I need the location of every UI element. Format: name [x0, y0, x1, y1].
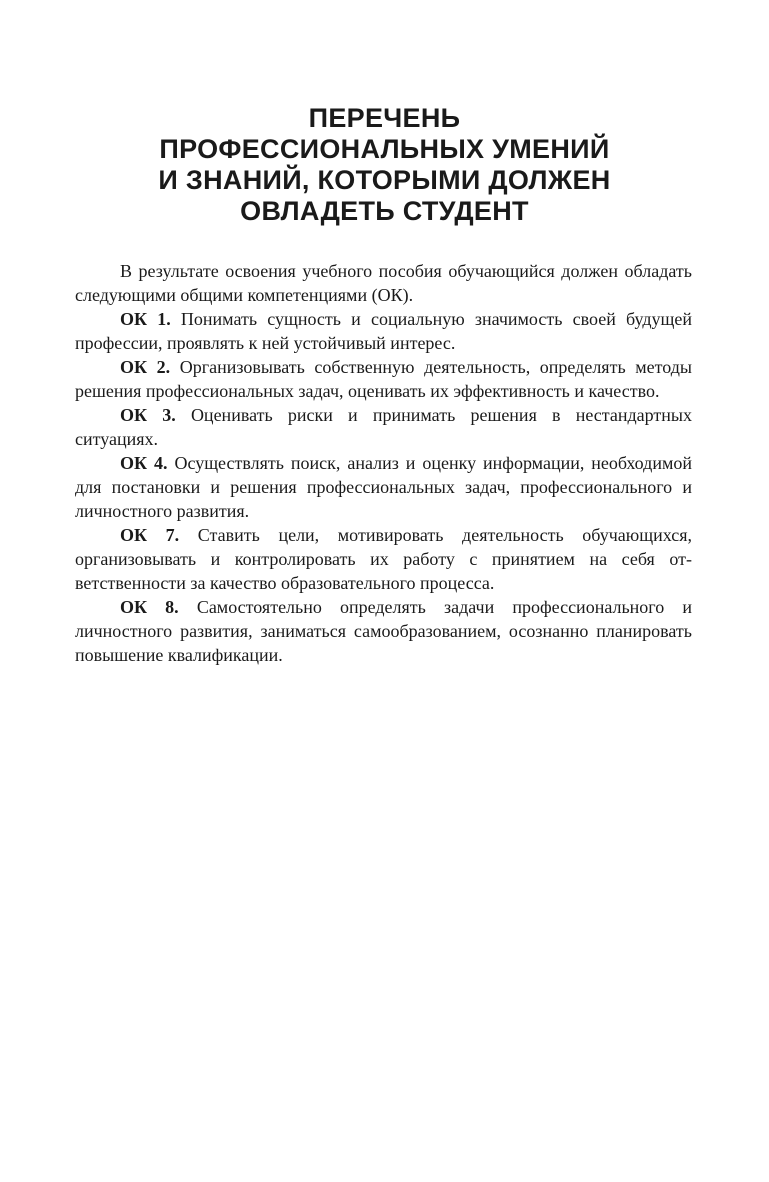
competency-text: Осуществлять поиск, анализ и оценку информации, необходимой для постановки и решения профессиональных задач, профессионального и личностного развития. — [75, 453, 692, 521]
page-title — [60, 103, 709, 227]
competency-code: ОК 1. — [120, 309, 171, 329]
title-line: ОВЛАДЕТЬ СТУДЕНТ — [240, 196, 529, 226]
competency-ok1 — [75, 307, 692, 355]
title-line: И ЗНАНИЙ, КОТОРЫМИ ДОЛЖЕН — [158, 165, 611, 195]
competency-ok2 — [75, 355, 692, 403]
competency-ok8 — [75, 595, 692, 667]
competency-text: Организовывать собственную деятельность, определять методы решения профессиональных задач, оценивать их эффективность и качество. — [75, 357, 692, 401]
intro-paragraph: В результате освоения учебного пособия обучающийся должен обладать следующими общими компетенциями (ОК). — [75, 261, 692, 305]
competency-ok3 — [75, 403, 692, 451]
competency-code: ОК 7. — [120, 525, 180, 545]
competency-ok4 — [75, 451, 692, 523]
competency-text: Оценивать риски и принимать решения в нестандартных ситуациях. — [75, 405, 692, 449]
title-line: ПЕРЕЧЕНЬ — [308, 103, 461, 133]
competency-ok7 — [75, 523, 692, 595]
competency-code: ОК 4. — [120, 453, 168, 473]
title-line: ПРОФЕССИОНАЛЬНЫХ УМЕНИЙ — [159, 134, 610, 164]
body-text — [75, 259, 692, 667]
competency-text: Ставить цели, мотивировать деятельность обучающихся, организовывать и контролировать их работу с принятием на себя ответственности за качество образовательного процесса. — [75, 525, 692, 593]
competency-code: ОК 8. — [120, 597, 179, 617]
competency-code: ОК 2. — [120, 357, 171, 377]
competency-text: Понимать сущность и социальную значимость своей будущей профессии, проявлять к ней устойчивый интерес. — [75, 309, 692, 353]
competency-text: Самостоятельно определять задачи профессионального и личностного развития, заниматься самообразованием, осознанно планировать повышение квалификации. — [75, 597, 692, 665]
competency-code: ОК 3. — [120, 405, 176, 425]
